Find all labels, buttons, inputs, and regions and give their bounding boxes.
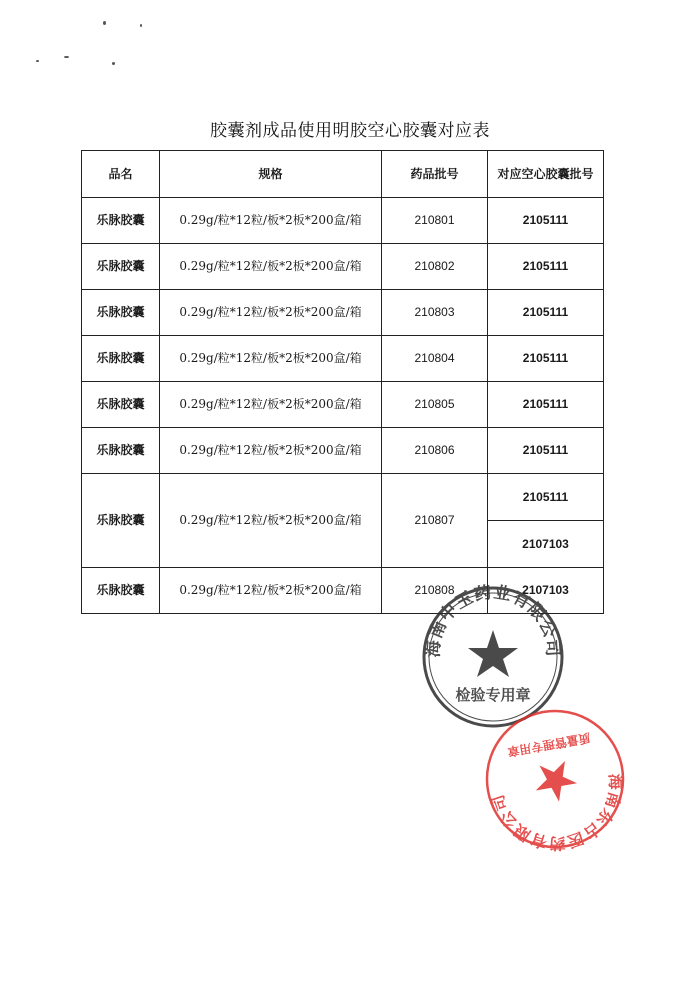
product-name-cell: 乐脉胶囊 <box>82 244 160 290</box>
capsule-batch-cell: 2105111 <box>488 336 604 382</box>
specification-cell: 0.29g/粒*12粒/板*2板*200盒/箱 <box>160 474 382 568</box>
product-name-cell: 乐脉胶囊 <box>82 290 160 336</box>
product-name-cell: 乐脉胶囊 <box>82 474 160 568</box>
drug-batch-cell: 210805 <box>382 382 488 428</box>
table-row <box>82 290 604 336</box>
supplier-quality-seal-stamp <box>480 704 630 854</box>
table-row <box>82 474 604 521</box>
scan-speck <box>36 60 39 62</box>
seal-ring-text: 海南东古医药有限公司 <box>487 773 626 853</box>
header-product-name: 品名 <box>82 151 160 198</box>
drug-batch-cell: 210804 <box>382 336 488 382</box>
drug-batch-cell: 210807 <box>382 474 488 568</box>
header-capsule-batch: 对应空心胶囊批号 <box>488 151 604 198</box>
specification-cell: 0.29g/粒*12粒/板*2板*200盒/箱 <box>160 198 382 244</box>
header-specification: 规格 <box>160 151 382 198</box>
specification-cell: 0.29g/粒*12粒/板*2板*200盒/箱 <box>160 244 382 290</box>
table-row <box>82 244 604 290</box>
drug-batch-cell: 210802 <box>382 244 488 290</box>
seal-center-text: 质量管理专用章 <box>506 730 592 759</box>
capsule-batch-cell: 2107103 <box>488 521 604 568</box>
specification-cell: 0.29g/粒*12粒/板*2板*200盒/箱 <box>160 336 382 382</box>
capsule-correspondence-table <box>81 150 604 614</box>
product-name-cell: 乐脉胶囊 <box>82 198 160 244</box>
scan-speck <box>112 62 115 65</box>
drug-batch-cell: 210801 <box>382 198 488 244</box>
capsule-batch-cell: 2105111 <box>488 244 604 290</box>
seal-center-text: 检验专用章 <box>455 686 531 704</box>
header-drug-batch: 药品批号 <box>382 151 488 198</box>
document-title: 胶囊剂成品使用明胶空心胶囊对应表 <box>210 121 490 141</box>
specification-cell: 0.29g/粒*12粒/板*2板*200盒/箱 <box>160 382 382 428</box>
product-name-cell: 乐脉胶囊 <box>82 428 160 474</box>
capsule-batch-cell: 2105111 <box>488 382 604 428</box>
star-icon <box>468 630 518 677</box>
product-name-cell: 乐脉胶囊 <box>82 336 160 382</box>
table-row <box>82 428 604 474</box>
scan-speck <box>103 21 106 25</box>
drug-batch-cell: 210806 <box>382 428 488 474</box>
product-name-cell: 乐脉胶囊 <box>82 568 160 614</box>
capsule-batch-cell: 2105111 <box>488 474 604 521</box>
drug-batch-cell: 210803 <box>382 290 488 336</box>
product-name-cell: 乐脉胶囊 <box>82 382 160 428</box>
capsule-batch-cell: 2107103 <box>488 568 604 614</box>
drug-batch-cell: 210808 <box>382 568 488 614</box>
capsule-batch-cell: 2105111 <box>488 198 604 244</box>
seal-ring-text: 海南中玉药业有限公司 <box>423 582 563 659</box>
table-row <box>82 382 604 428</box>
scan-speck <box>140 24 142 27</box>
specification-cell: 0.29g/粒*12粒/板*2板*200盒/箱 <box>160 568 382 614</box>
scan-speck <box>64 56 69 58</box>
table-header-row <box>82 151 604 198</box>
table-row <box>82 336 604 382</box>
capsule-batch-cell: 2105111 <box>488 428 604 474</box>
table-row <box>82 198 604 244</box>
specification-cell: 0.29g/粒*12粒/板*2板*200盒/箱 <box>160 428 382 474</box>
capsule-batch-cell: 2105111 <box>488 290 604 336</box>
star-icon <box>532 760 580 806</box>
specification-cell: 0.29g/粒*12粒/板*2板*200盒/箱 <box>160 290 382 336</box>
